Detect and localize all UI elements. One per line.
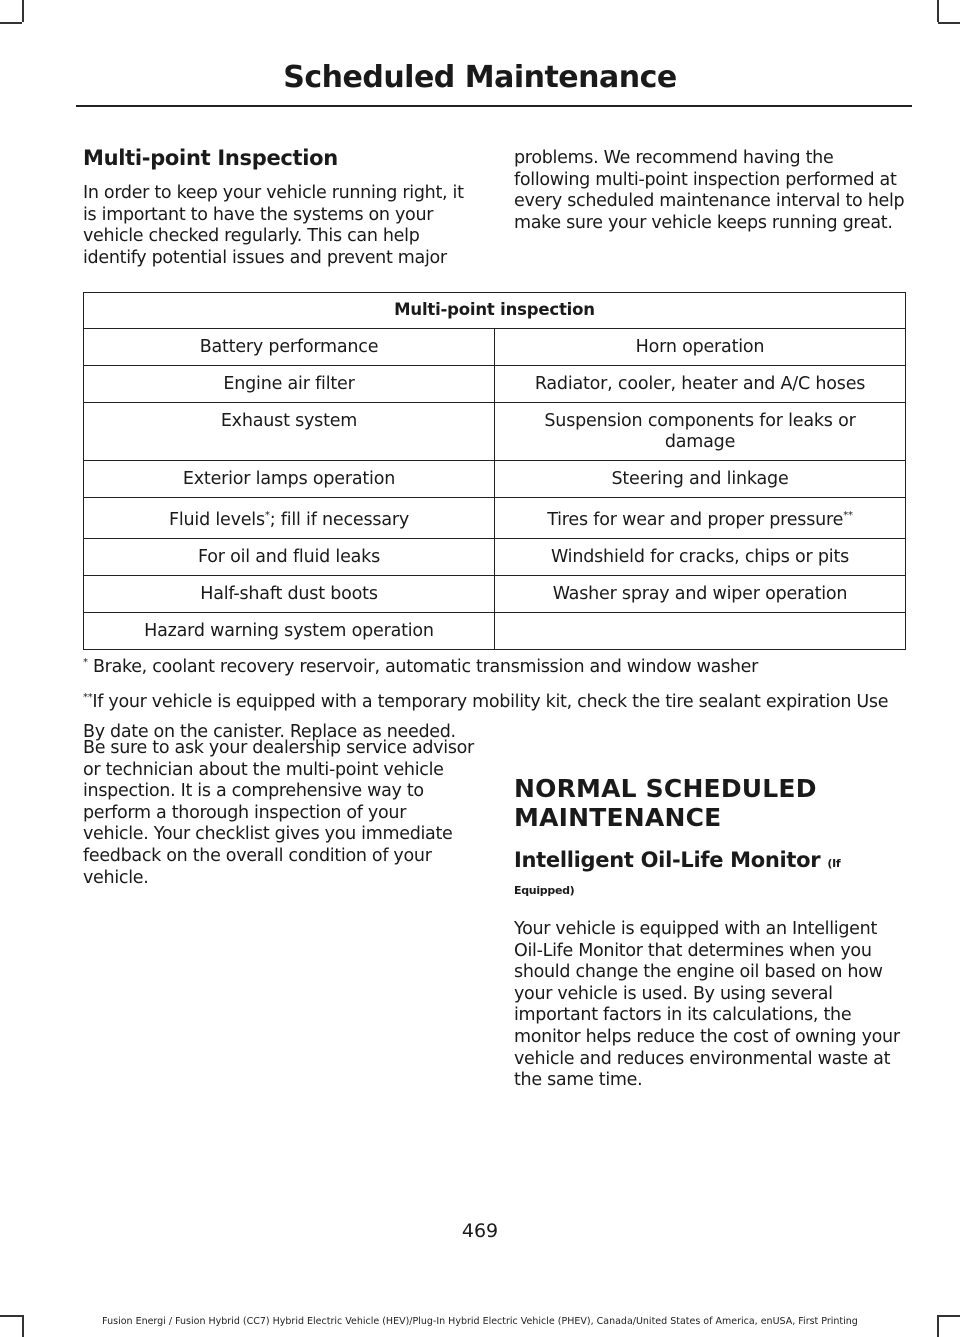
page-footer: Fusion Energi / Fusion Hybrid (CC7) Hybrid Electric Vehicle (HEV)/Plug-In Hybrid Electric Vehicle (PHEV), Canada/United States of America, enUSA, First Printing	[102, 1316, 858, 1327]
page-title: Scheduled Maintenance	[283, 60, 677, 95]
intro-paragraph-right: problems. We recommend having the following multi-point inspection performed at every scheduled maintenance interval to help make sure your vehicle keeps running great.	[514, 148, 905, 233]
crop-mark	[22, 0, 24, 22]
table-row	[84, 403, 906, 461]
footnote-text: If your vehicle is equipped with a temporary mobility kit, check the tire sealant expiration Use By date on the canister. Replace as needed.	[83, 692, 889, 742]
table-row	[84, 366, 906, 403]
footnote-1	[83, 652, 913, 682]
intro-paragraph-left: In order to keep your vehicle running right, it is important to have the systems on your vehicle checked regularly. This can help identify potential issues and prevent major	[83, 183, 464, 268]
table-cell: For oil and fluid leaks	[84, 539, 495, 576]
table-cell: Engine air filter	[84, 366, 495, 403]
inspection-table	[83, 292, 906, 650]
crop-mark	[937, 0, 939, 22]
intro-right-column	[514, 148, 910, 234]
subheading-text: Intelligent Oil-Life Monitor	[514, 848, 821, 872]
section-heading-normal-maintenance: NORMAL SCHEDULED MAINTENANCE	[514, 774, 817, 832]
table-row	[84, 461, 906, 498]
bottom-left-column	[83, 738, 475, 889]
table-cell: Washer spray and wiper operation	[495, 576, 906, 613]
subheading-qualifier: Equipped)	[514, 884, 575, 897]
table-cell: Battery performance	[84, 329, 495, 366]
table-cell: Exhaust system	[84, 403, 495, 461]
subheading-oil-life-monitor	[514, 848, 910, 897]
crop-mark	[0, 22, 22, 24]
table-cell: Radiator, cooler, heater and A/C hoses	[495, 366, 906, 403]
table-cell: Half-shaft dust boots	[84, 576, 495, 613]
crop-mark	[938, 22, 960, 24]
footnote-mark: *	[83, 657, 88, 669]
bottom-right-column	[514, 774, 910, 1092]
cell-text: ; fill if necessary	[269, 510, 409, 530]
footnote-mark: *	[264, 510, 270, 522]
table-row	[84, 539, 906, 576]
subheading-qualifier: (If	[827, 857, 841, 870]
section-heading-multipoint: Multi-point Inspection	[83, 146, 338, 170]
table-header: Multi-point inspection	[84, 293, 906, 329]
table-row	[84, 498, 906, 539]
table-cell: Hazard warning system operation	[84, 613, 495, 650]
table-cell	[495, 498, 906, 539]
table-row	[84, 576, 906, 613]
footnote-text: Brake, coolant recovery reservoir, automatic transmission and window washer	[87, 657, 759, 677]
footnote-mark: **	[843, 510, 853, 522]
page-number: 469	[461, 1220, 499, 1242]
table-cell	[495, 613, 906, 650]
cell-text: Tires for wear and proper pressure	[547, 510, 844, 530]
table-row	[84, 329, 906, 366]
intro-left-column	[83, 146, 475, 269]
table-cell: Exterior lamps operation	[84, 461, 495, 498]
header-divider	[76, 105, 912, 107]
table-cell: Horn operation	[495, 329, 906, 366]
table-row	[84, 613, 906, 650]
cell-text: Fluid levels	[168, 510, 265, 530]
table-header-row	[84, 293, 906, 329]
bottom-paragraph-left: Be sure to ask your dealership service advisor or technician about the multi-point vehicle inspection. It is a comprehensive way to perform a thorough inspection of your vehicle. Your checklist gives you immediate feedback on the overall condition of your vehicle.	[83, 738, 474, 888]
table-cell	[84, 498, 495, 539]
footnote-mark: **	[83, 692, 93, 704]
table-cell: Steering and linkage	[495, 461, 906, 498]
oil-life-paragraph: Your vehicle is equipped with an Intelligent Oil-Life Monitor that determines when you should change the engine oil based on how your vehicle is used. By using several important factors in its calculations, the monitor helps reduce the cost of owning your vehicle and reduces environmental waste at the same time.	[514, 919, 900, 1091]
table-cell: Suspension components for leaks or damage	[495, 403, 906, 461]
table-cell: Windshield for cracks, chips or pits	[495, 539, 906, 576]
